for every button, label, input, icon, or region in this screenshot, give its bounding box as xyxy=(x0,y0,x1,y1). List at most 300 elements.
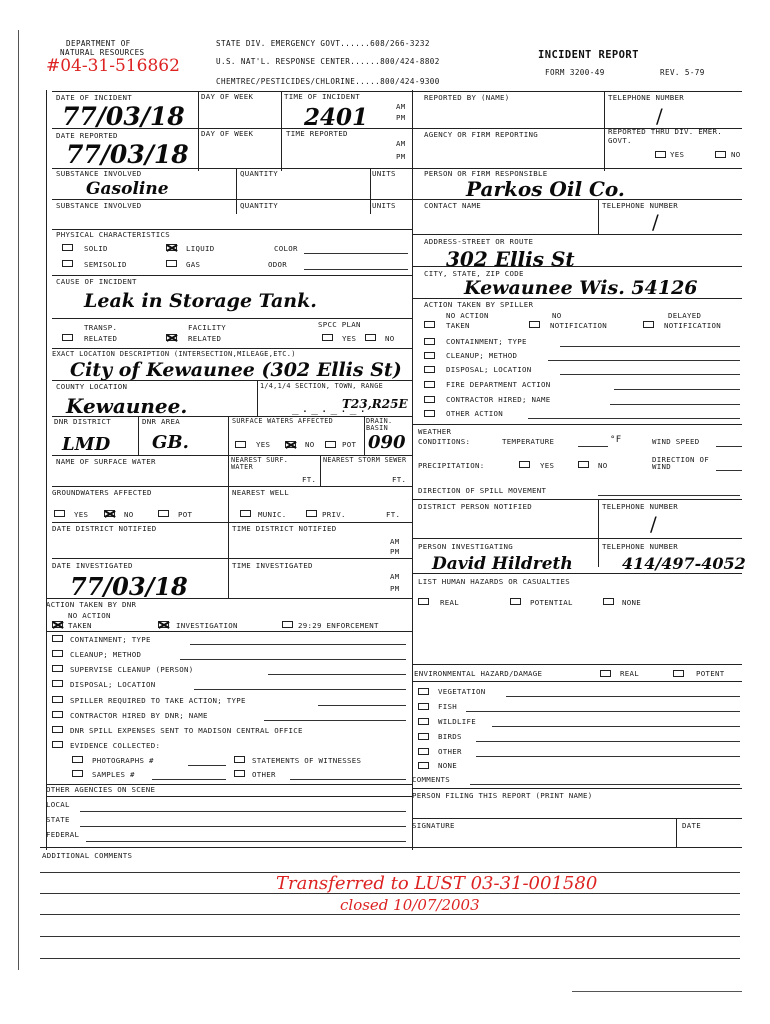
city-label: CITY, STATE, ZIP CODE xyxy=(424,269,524,278)
address-value: 302 Ellis St xyxy=(446,247,575,271)
rule xyxy=(52,168,742,169)
state-div-line: STATE DIV. EMERGENCY GOVT......608/266-3232 xyxy=(216,39,430,48)
evidence-other-line xyxy=(290,779,406,780)
enforcement-label: 29:29 ENFORCEMENT xyxy=(298,621,379,630)
natural-resources-label: NATURAL RESOURCES xyxy=(60,48,145,57)
hazard-potential-checkbox[interactable] xyxy=(510,598,521,605)
contractor-checkbox[interactable] xyxy=(424,396,435,403)
spcc-yes-label: YES xyxy=(342,334,357,343)
rule-v xyxy=(598,199,599,235)
rule xyxy=(412,234,742,235)
rule xyxy=(412,298,742,299)
rule xyxy=(46,796,412,797)
dnr-disposal-label: DISPOSAL; LOCATION xyxy=(70,680,156,689)
date-investigated-value: 77/03/18 xyxy=(70,572,188,601)
env-other-line xyxy=(476,756,740,757)
evidence-other-label: OTHER xyxy=(252,770,276,779)
scan-edge xyxy=(18,30,19,970)
liquid-checkbox[interactable] xyxy=(166,244,177,251)
rule xyxy=(412,818,742,819)
person-investigating-label: PERSON INVESTIGATING xyxy=(418,542,513,551)
drain-basin-label: DRAIN. BASIN xyxy=(366,417,393,432)
fire-dept-label: FIRE DEPARTMENT ACTION xyxy=(446,380,551,389)
exact-location-label: EXACT LOCATION DESCRIPTION (INTERSECTION,MILEAGE,ETC.) xyxy=(52,350,296,358)
env-real-label: REAL xyxy=(620,669,639,678)
dnr-no-action-label: NO ACTION xyxy=(68,611,111,620)
photographs-line xyxy=(188,765,226,766)
case-number: #04-31-516862 xyxy=(46,56,180,76)
dnr-cleanup-line xyxy=(180,659,406,660)
birds-line xyxy=(476,741,740,742)
spcc-yes-checkbox[interactable] xyxy=(322,334,333,341)
rule xyxy=(46,631,412,632)
pm-label-3: PM xyxy=(390,547,400,556)
comment-line-4 xyxy=(40,936,740,937)
samples-line xyxy=(152,779,226,780)
fire-dept-line xyxy=(614,389,740,390)
date-reported-value: 77/03/18 xyxy=(66,140,189,169)
center-divider xyxy=(412,90,413,850)
spcc-no-label: NO xyxy=(385,334,395,343)
dnr-taken-checkbox[interactable] xyxy=(52,621,63,628)
substance-value: Gasoline xyxy=(86,179,169,199)
rule xyxy=(52,318,412,319)
ground-no-checkbox[interactable] xyxy=(104,510,115,517)
rule xyxy=(52,522,412,523)
wind-speed-label: WIND SPEED xyxy=(652,437,700,446)
env-none-checkbox[interactable] xyxy=(418,762,429,769)
dnr-district-value: LMD xyxy=(62,434,111,455)
drain-basin-value: 090 xyxy=(368,432,406,453)
nearest-well-label: NEAREST WELL xyxy=(232,488,289,497)
semisolid-checkbox[interactable] xyxy=(62,260,73,267)
agency-label: AGENCY OR FIRM REPORTING xyxy=(424,130,538,139)
direction-spill-label: DIRECTION OF SPILL MOVEMENT xyxy=(418,486,547,495)
hazard-potential-label: POTENTIAL xyxy=(530,598,573,607)
day-week-label: DAY OF WEEK xyxy=(201,92,254,101)
rule xyxy=(52,380,412,381)
time-district-label: TIME DISTRICT NOTIFIED xyxy=(232,524,337,533)
transfer-note: Transferred to LUST 03-31-001580 xyxy=(276,873,598,894)
other-action-line xyxy=(528,418,740,419)
env-hazard-label: ENVIRONMENTAL HAZARD/DAMAGE xyxy=(414,669,543,678)
ground-yes-label: YES xyxy=(74,510,89,519)
groundwaters-label: GROUNDWATERS AFFECTED xyxy=(52,488,152,497)
facility-checkbox[interactable] xyxy=(166,334,177,341)
precip-yes-label: YES xyxy=(540,461,555,470)
surface-no-checkbox[interactable] xyxy=(285,441,296,448)
us-natl-line: U.S. NAT'L. RESPONSE CENTER......800/424-8802 xyxy=(216,57,440,66)
dnr-area-value: GB. xyxy=(152,432,189,453)
rule-v xyxy=(228,416,229,456)
phone-slash: / xyxy=(656,104,663,128)
disposal-line xyxy=(560,374,740,375)
rule-v xyxy=(281,91,282,171)
no-label: NO xyxy=(731,150,741,159)
chemtrec-line: CHEMTREC/PESTICIDES/CHLORINE.....800/424-9300 xyxy=(216,77,440,86)
closed-note: closed 10/07/2003 xyxy=(340,896,480,914)
precip-no-label: NO xyxy=(598,461,608,470)
person-investigating-value: David Hildreth xyxy=(432,554,573,574)
notification-label-2: NOTIFICATION xyxy=(664,321,721,330)
exact-location-value: City of Kewaunee (302 Ellis St) xyxy=(70,359,402,381)
rule xyxy=(412,573,742,574)
fire-dept-checkbox[interactable] xyxy=(424,381,435,388)
rule xyxy=(52,348,412,349)
thru-yes-checkbox[interactable] xyxy=(655,151,666,158)
cause-label: CAUSE OF INCIDENT xyxy=(56,277,137,286)
federal-label: FEDERAL xyxy=(46,830,80,839)
substance-label: SUBSTANCE INVOLVED xyxy=(56,169,142,178)
city-value: Kewaunee Wis. 54126 xyxy=(464,277,698,299)
scan-edge-bottom xyxy=(572,991,742,992)
transp-label: TRANSP. xyxy=(84,323,118,332)
telephone-label-4: TELEPHONE NUMBER xyxy=(602,542,678,551)
ft-label-2: FT. xyxy=(392,475,407,484)
fish-line xyxy=(466,711,740,712)
person-filing-label: PERSON FILING THIS REPORT (PRINT NAME) xyxy=(412,791,593,800)
spiller-required-checkbox[interactable] xyxy=(52,696,63,703)
contractor-dnr-label: CONTRACTOR HIRED BY DNR; NAME xyxy=(70,711,208,720)
reported-by-label: REPORTED BY (NAME) xyxy=(424,93,510,102)
rule xyxy=(412,664,742,665)
ground-pot-label: POT xyxy=(178,510,193,519)
rule xyxy=(412,788,742,789)
spiller-required-label: SPILLER REQUIRED TO TAKE ACTION; TYPE xyxy=(70,696,246,705)
rule xyxy=(52,486,412,487)
units-label: UNITS xyxy=(372,169,396,178)
rule-v xyxy=(676,818,677,847)
transp-checkbox[interactable] xyxy=(62,334,73,341)
phone-slash-3: / xyxy=(650,512,657,536)
notification-label: NOTIFICATION xyxy=(550,321,607,330)
am-label: AM xyxy=(396,102,406,111)
am-label-3: AM xyxy=(390,537,400,546)
pm-label-4: PM xyxy=(390,584,400,593)
yes-label: YES xyxy=(670,150,685,159)
rule-v xyxy=(320,455,321,487)
govt-label: GOVT. xyxy=(608,136,632,145)
rule xyxy=(412,538,742,539)
action-spiller-label: ACTION TAKEN BY SPILLER xyxy=(424,300,534,309)
evidence-checkbox[interactable] xyxy=(52,741,63,748)
section-dashes: _._._._. xyxy=(292,402,369,415)
delayed-label: DELAYED xyxy=(668,311,702,320)
rule-v xyxy=(228,455,229,487)
disposal-label: DISPOSAL; LOCATION xyxy=(446,365,532,374)
action-dnr-label: ACTION TAKEN BY DNR xyxy=(46,600,137,609)
deg-f-label: °F xyxy=(610,435,622,445)
munic-checkbox[interactable] xyxy=(240,510,251,517)
env-real-checkbox[interactable] xyxy=(600,670,611,677)
ft-label-1: FT. xyxy=(302,475,317,484)
reported-thru-label: REPORTED THRU DIV. EMER. xyxy=(608,127,722,136)
person-firm-value: Parkos Oil Co. xyxy=(466,177,625,201)
comments-line xyxy=(470,784,740,785)
rule-v xyxy=(198,91,199,171)
contractor-dnr-checkbox[interactable] xyxy=(52,711,63,718)
direction-spill-line xyxy=(598,495,740,496)
investigation-label: INVESTIGATION xyxy=(176,621,238,630)
am-label-4: AM xyxy=(390,572,400,581)
dnr-district-label: DNR DISTRICT xyxy=(54,417,111,426)
investigation-checkbox[interactable] xyxy=(158,621,169,628)
statements-label: STATEMENTS OF WITNESSES xyxy=(252,756,362,765)
spcc-no-checkbox[interactable] xyxy=(365,334,376,341)
temperature-label: TEMPERATURE xyxy=(502,437,555,446)
related-label: RELATED xyxy=(84,334,118,343)
rule-v xyxy=(364,416,365,456)
name-surface-label: NAME OF SURFACE WATER xyxy=(56,457,156,466)
dnr-expenses-label: DNR SPILL EXPENSES SENT TO MADISON CENTRAL OFFICE xyxy=(70,726,303,735)
enforcement-checkbox[interactable] xyxy=(282,621,293,628)
dnr-disposal-checkbox[interactable] xyxy=(52,680,63,687)
dnr-disposal-line xyxy=(194,689,406,690)
wind-speed-line xyxy=(716,446,742,447)
rule-v xyxy=(598,499,599,567)
odor-label: ODOR xyxy=(268,260,287,269)
department-label: DEPARTMENT OF xyxy=(66,39,131,48)
priv-label: PRIV. xyxy=(322,510,346,519)
other-action-checkbox[interactable] xyxy=(424,410,435,417)
time-investigated-label: TIME INVESTIGATED xyxy=(232,561,313,570)
comments-label: COMMENTS xyxy=(412,775,450,784)
precip-yes-checkbox[interactable] xyxy=(519,461,530,468)
district-person-label: DISTRICT PERSON NOTIFIED xyxy=(418,502,532,511)
substance-label-2: SUBSTANCE INVOLVED xyxy=(56,201,142,210)
revision: REV. 5-79 xyxy=(660,68,705,77)
federal-line xyxy=(86,841,406,842)
birds-checkbox[interactable] xyxy=(418,733,429,740)
cleanup-line xyxy=(548,360,740,361)
solid-label: SOLID xyxy=(84,244,108,253)
rule xyxy=(52,199,742,200)
hazard-real-checkbox[interactable] xyxy=(418,598,429,605)
hazard-none-label: NONE xyxy=(622,598,641,607)
surface-pot-label: POT xyxy=(342,440,357,449)
birds-label: BIRDS xyxy=(438,732,462,741)
date-district-label: DATE DISTRICT NOTIFIED xyxy=(52,524,157,533)
dnr-containment-checkbox[interactable] xyxy=(52,635,63,642)
env-other-checkbox[interactable] xyxy=(418,748,429,755)
local-line xyxy=(80,811,406,812)
color-line xyxy=(304,253,408,254)
physical-label: PHYSICAL CHARACTERISTICS xyxy=(56,230,170,239)
priv-checkbox[interactable] xyxy=(306,510,317,517)
rule xyxy=(412,499,742,500)
pm-label: PM xyxy=(396,113,406,122)
wildlife-checkbox[interactable] xyxy=(418,718,429,725)
dnr-area-label: DNR AREA xyxy=(142,417,180,426)
related-label-2: RELATED xyxy=(188,334,222,343)
county-label: COUNTY LOCATION xyxy=(56,382,128,391)
nearest-surf-label: NEAREST SURF. WATER xyxy=(231,456,289,471)
evidence-label: EVIDENCE COLLECTED: xyxy=(70,741,161,750)
date-incident-value: 77/03/18 xyxy=(62,102,185,131)
rule-v xyxy=(228,522,229,558)
frame-left xyxy=(46,90,47,850)
containment-line xyxy=(560,346,740,347)
time-incident-value: 2401 xyxy=(304,104,369,131)
telephone-label-3: TELEPHONE NUMBER xyxy=(602,502,678,511)
am-label-2: AM xyxy=(396,139,406,148)
vegetation-line xyxy=(506,696,740,697)
list-hazards-label: LIST HUMAN HAZARDS OR CASUALTIES xyxy=(418,577,570,586)
spiller-delayed-checkbox[interactable] xyxy=(643,321,654,328)
photographs-checkbox[interactable] xyxy=(72,756,83,763)
contractor-label: CONTRACTOR HIRED; NAME xyxy=(446,395,551,404)
env-potent-checkbox[interactable] xyxy=(673,670,684,677)
person-firm-label: PERSON OR FIRM RESPONSIBLE xyxy=(424,169,548,178)
contractor-line xyxy=(610,404,740,405)
fish-checkbox[interactable] xyxy=(418,703,429,710)
surface-yes-checkbox[interactable] xyxy=(235,441,246,448)
day-week-label-2: DAY OF WEEK xyxy=(201,129,254,138)
telephone-label: TELEPHONE NUMBER xyxy=(608,93,684,102)
surface-yes-label: YES xyxy=(256,440,271,449)
rule xyxy=(52,558,412,559)
local-label: LOCAL xyxy=(46,800,70,809)
telephone-label-2: TELEPHONE NUMBER xyxy=(602,201,678,210)
date-incident-label: DATE OF INCIDENT xyxy=(56,93,132,102)
form-number: FORM 3200-49 xyxy=(545,68,605,77)
rule xyxy=(40,847,742,848)
conditions-label: CONDITIONS: xyxy=(418,437,471,446)
date-label: DATE xyxy=(682,821,701,830)
spiller-notification-checkbox[interactable] xyxy=(529,321,540,328)
wildlife-label: WILDLIFE xyxy=(438,717,476,726)
gas-checkbox[interactable] xyxy=(166,260,177,267)
supervise-checkbox[interactable] xyxy=(52,665,63,672)
hazard-real-label: REAL xyxy=(440,598,459,607)
surface-no-label: NO xyxy=(305,440,315,449)
pm-label-2: PM xyxy=(396,152,406,161)
thru-no-checkbox[interactable] xyxy=(715,151,726,158)
surface-waters-label: SURFACE WATERS AFFECTED xyxy=(232,417,334,425)
time-incident-label: TIME OF INCIDENT xyxy=(284,92,360,101)
quantity-label-2: QUANTITY xyxy=(240,201,278,210)
facility-label: FACILITY xyxy=(188,323,226,332)
rule-v xyxy=(604,91,605,171)
address-label: ADDRESS-STREET OR ROUTE xyxy=(424,237,534,246)
disposal-checkbox[interactable] xyxy=(424,366,435,373)
other-action-label: OTHER ACTION xyxy=(446,409,503,418)
vegetation-label: VEGETATION xyxy=(438,687,486,696)
section-value: T23,R25E xyxy=(342,397,408,411)
statements-checkbox[interactable] xyxy=(234,756,245,763)
rule-v xyxy=(370,168,371,214)
contact-name-label: CONTACT NAME xyxy=(424,201,481,210)
direction-wind-line xyxy=(716,470,742,471)
containment-label: CONTAINMENT; TYPE xyxy=(446,337,527,346)
containment-checkbox[interactable] xyxy=(424,338,435,345)
spiller-taken-checkbox[interactable] xyxy=(424,321,435,328)
rule-v xyxy=(228,558,229,598)
supervise-line xyxy=(268,674,406,675)
state-label: STATE xyxy=(46,815,70,824)
dnr-cleanup-checkbox[interactable] xyxy=(52,650,63,657)
dnr-cleanup-label: CLEANUP; METHOD xyxy=(70,650,142,659)
cleanup-checkbox[interactable] xyxy=(424,352,435,359)
evidence-other-checkbox[interactable] xyxy=(234,770,245,777)
precipitation-label: PRECIPITATION: xyxy=(418,461,485,470)
rule xyxy=(52,275,412,276)
direction-wind-label: DIRECTION OF WIND xyxy=(652,455,709,472)
rule xyxy=(46,598,412,599)
county-value: Kewaunee. xyxy=(66,394,188,418)
ground-no-label: NO xyxy=(124,510,134,519)
dnr-taken-label: TAKEN xyxy=(68,621,92,630)
surface-pot-checkbox[interactable] xyxy=(325,441,336,448)
wildlife-line xyxy=(492,726,740,727)
dnr-containment-label: CONTAINMENT; TYPE xyxy=(70,635,151,644)
gas-label: GAS xyxy=(186,260,201,269)
rule xyxy=(412,266,742,267)
date-investigated-label: DATE INVESTIGATED xyxy=(52,561,133,570)
fish-label: FISH xyxy=(438,702,457,711)
comment-line-5 xyxy=(40,958,740,959)
dnr-expenses-checkbox[interactable] xyxy=(52,726,63,733)
ground-yes-checkbox[interactable] xyxy=(54,510,65,517)
dnr-containment-line xyxy=(190,644,406,645)
cause-value: Leak in Storage Tank. xyxy=(84,290,317,312)
time-reported-label: TIME REPORTED xyxy=(286,129,348,138)
rule xyxy=(52,91,742,92)
temperature-line xyxy=(578,446,608,447)
section-label: 1/4,1/4 SECTION, TOWN, RANGE xyxy=(260,382,383,390)
weather-label: WEATHER xyxy=(418,427,452,436)
state-line xyxy=(80,826,406,827)
samples-checkbox[interactable] xyxy=(72,770,83,777)
rule-v xyxy=(236,168,237,214)
cleanup-label: CLEANUP; METHOD xyxy=(446,351,518,360)
supervise-label: SUPERVISE CLEANUP (PERSON) xyxy=(70,665,194,674)
vegetation-checkbox[interactable] xyxy=(418,688,429,695)
hazard-none-checkbox[interactable] xyxy=(603,598,614,605)
ground-pot-checkbox[interactable] xyxy=(158,510,169,517)
rule-v xyxy=(138,416,139,456)
rule xyxy=(412,681,742,682)
contractor-dnr-line xyxy=(264,720,406,721)
investigator-phone-value: 414/497-4052 xyxy=(622,554,746,573)
odor-line xyxy=(304,269,408,270)
solid-checkbox[interactable] xyxy=(62,244,73,251)
other-agencies-label: OTHER AGENCIES ON SCENE xyxy=(46,785,156,794)
quantity-label: QUANTITY xyxy=(240,169,278,178)
env-other-label: OTHER xyxy=(438,747,462,756)
spcc-label: SPCC PLAN xyxy=(318,320,361,329)
spiller-required-line xyxy=(318,705,406,706)
samples-label: SAMPLES # xyxy=(92,770,135,779)
additional-comments-label: ADDITIONAL COMMENTS xyxy=(42,851,133,860)
no-label-2: NO xyxy=(552,311,562,320)
signature-label: SIGNATURE xyxy=(412,821,455,830)
photographs-label: PHOTOGRAPHS # xyxy=(92,756,154,765)
ft-label-3: FT. xyxy=(386,510,401,519)
report-title: INCIDENT REPORT xyxy=(538,49,639,61)
env-none-label: NONE xyxy=(438,761,457,770)
precip-no-checkbox[interactable] xyxy=(578,461,589,468)
units-label-2: UNITS xyxy=(372,201,396,210)
no-action-label: NO ACTION xyxy=(446,311,489,320)
comment-line-3 xyxy=(40,914,740,915)
env-potent-label: POTENT xyxy=(696,669,725,678)
munic-label: MUNIC. xyxy=(258,510,287,519)
taken-label: TAKEN xyxy=(446,321,470,330)
rule-v xyxy=(257,380,258,416)
color-label: COLOR xyxy=(274,244,298,253)
semisolid-label: SEMISOLID xyxy=(84,260,127,269)
